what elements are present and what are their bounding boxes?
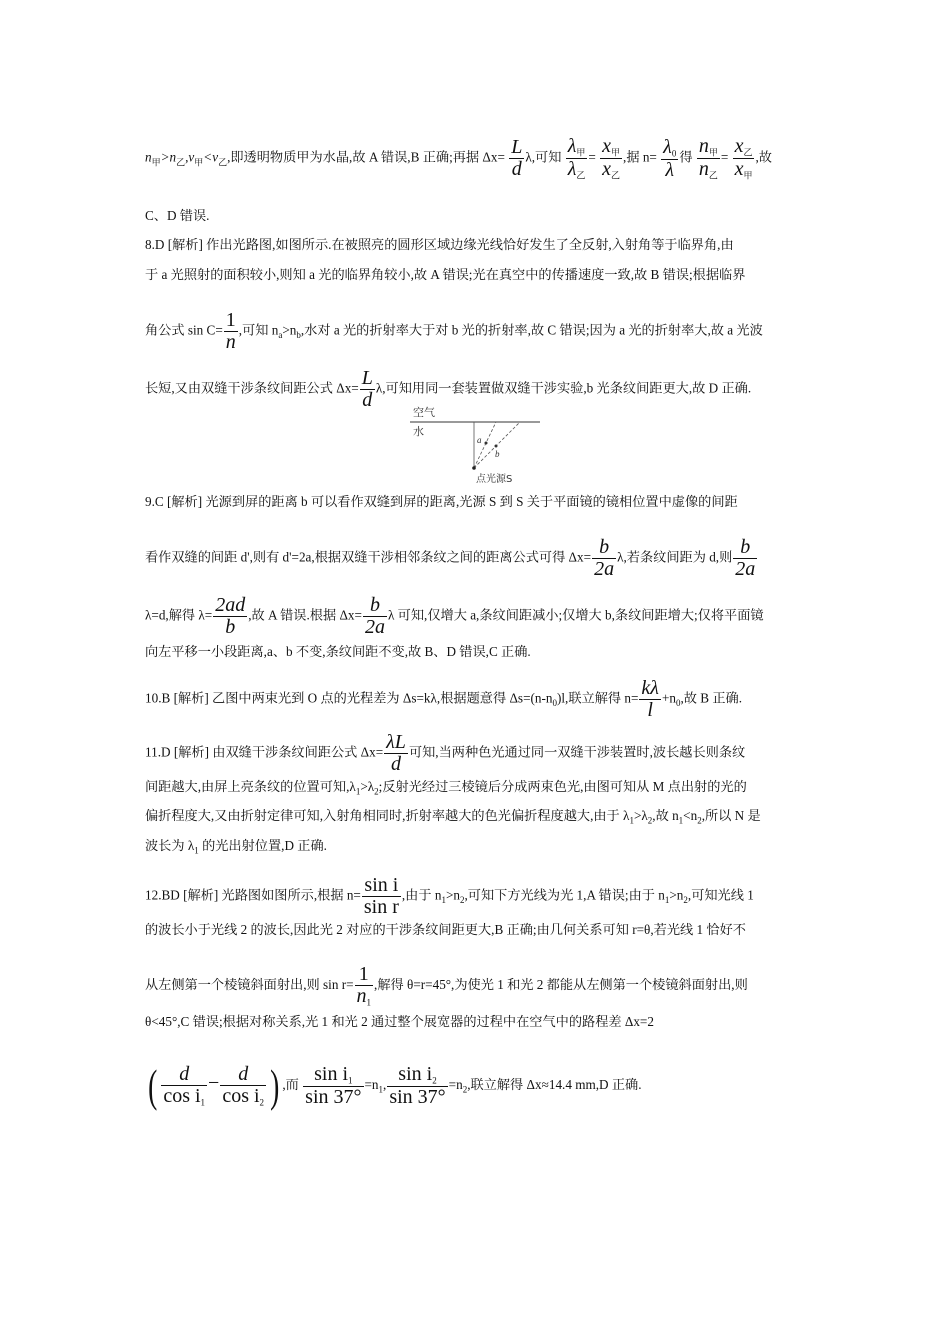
num: λ	[567, 135, 577, 157]
text: ,解得 θ=r=45°,为使光 1 和光 2 都能从左侧第一个棱镜斜面射出,则	[374, 977, 748, 993]
q11-line4	[145, 836, 810, 861]
den: 2a	[735, 558, 756, 580]
num: L	[511, 136, 523, 159]
fraction-lambda0-over-lambda	[661, 137, 678, 181]
text: ,联立解得 Δx≈14.4 mm,D 正确.	[467, 1077, 642, 1093]
fraction-d-over-cosi1	[161, 1064, 207, 1108]
label-air: 空气	[413, 406, 435, 419]
p1-line1	[145, 136, 810, 181]
text: 得	[679, 149, 693, 165]
num: kλ	[641, 677, 659, 699]
sub: 2	[374, 786, 379, 797]
ray-a	[474, 422, 496, 468]
text: +n	[661, 690, 676, 706]
den: n	[698, 158, 709, 181]
text: 偏折程度大,又由折射定律可知,入射角相同时,折射率越大的色光偏折程度越大,由于 λ	[145, 808, 630, 823]
text: ,故 B 正确.	[680, 690, 743, 706]
q12-line4: θ<45°,C 错误;根据对称关系,光 1 和光 2 通过整个展宽器的过程中在空气中的路程差 Δx=2	[145, 1014, 654, 1029]
den: n	[225, 331, 236, 353]
num: 1	[225, 309, 236, 331]
minus: −	[208, 1072, 220, 1095]
sub: 1	[194, 845, 199, 856]
sub: 乙	[218, 157, 228, 168]
num: sin i	[362, 875, 401, 897]
fraction-lambdaL-over-d	[384, 732, 408, 775]
den: λ	[567, 158, 577, 181]
sub: 2	[459, 895, 465, 906]
text: n	[145, 149, 152, 165]
sub: 1	[355, 786, 361, 797]
den: λ	[665, 158, 675, 181]
text: 间距越大,由屏上亮条纹的位置可知,λ	[145, 779, 356, 794]
fraction-x-inverse-ratio	[733, 136, 755, 181]
fraction-2ad-over-b	[213, 595, 247, 638]
num: λL	[386, 731, 406, 753]
fraction-lambda-ratio	[566, 136, 588, 181]
text: 看作双缝的间距 d',则有 d'=2a,根据双缝干涉相邻条纹之间的距离公式可得 Δx=	[145, 549, 592, 565]
text: ,故	[755, 149, 772, 165]
den: cos i	[222, 1084, 260, 1107]
num: x	[734, 135, 744, 157]
den: d	[391, 753, 402, 775]
text: ,可知 n	[238, 322, 279, 338]
fraction-n-ratio	[697, 136, 720, 181]
text: ,水对 a 光的折射率大于对 b 光的折射率,故 C 错误;因为 a 光的折射率大,故 a 光波	[300, 322, 763, 338]
sub: 乙	[576, 170, 586, 181]
num: λ	[663, 135, 672, 158]
sub: 2	[432, 1075, 437, 1086]
sub: 甲	[194, 157, 204, 168]
q12-line5	[145, 1060, 810, 1111]
label-water: 水	[413, 425, 424, 438]
fraction-sini-over-sinr	[362, 875, 401, 918]
fraction-1-over-n1	[355, 964, 374, 1008]
text: >n	[160, 149, 177, 165]
sub: 2	[683, 895, 688, 906]
text: 的光出射位置,D 正确.	[198, 838, 327, 853]
text: ,据 n=	[623, 149, 657, 165]
sub: 乙	[176, 157, 186, 168]
text: 12.BD [解析] 光路图如图所示,根据 n=	[145, 887, 361, 903]
num: d	[161, 1064, 207, 1086]
fraction-1-over-n	[224, 310, 238, 353]
q12-line2: 的波长小于光线 2 的波长,因此光 2 对应的干涉条纹间距更大,B 正确;由几何关系可知 r=θ,若光线 1 恰好不	[145, 922, 746, 937]
q11-line2	[145, 777, 810, 802]
text: 可知,当两种色光通过同一双缝干涉装置时,波长越长则条纹	[408, 744, 746, 760]
text: >n	[445, 887, 460, 903]
q9-line1: 9.C [解析] 光源到屏的距离 b 可以看作双缝到屏的距离,光源 S 到 S 关于平面镜的镜相位置中虚像的间距	[145, 494, 738, 509]
q12-line3	[145, 964, 810, 1008]
den: d	[511, 158, 522, 181]
text: )l,联立解得 n=	[556, 690, 639, 706]
text: >λ	[633, 808, 648, 823]
q8-line1: 8.D [解析] 作出光路图,如图所示.在被照亮的圆形区域边缘光线恰好发生了全反射,入射角等于临界角,由	[145, 237, 734, 252]
num: L	[361, 367, 373, 389]
point-a	[485, 442, 488, 445]
num: n	[698, 135, 709, 157]
text: ,由于 n	[401, 887, 442, 903]
sub: 甲	[576, 147, 586, 158]
num: x	[602, 135, 612, 157]
sub: 1	[200, 1097, 206, 1108]
text: λ,若条纹间距为 d,则	[617, 549, 733, 565]
text: ,所以 N 是	[701, 808, 761, 823]
sub: 1	[664, 895, 670, 906]
num: sin i	[398, 1062, 433, 1085]
point-source	[472, 466, 476, 470]
text: <n	[683, 808, 698, 823]
text: ,而	[282, 1077, 299, 1093]
q12-line1	[145, 875, 810, 918]
text: ,故 A 错误.根据 Δx=	[248, 607, 362, 623]
den: d	[362, 389, 373, 411]
sub: 2	[259, 1097, 265, 1108]
num: b	[733, 537, 757, 559]
num: d	[220, 1064, 266, 1086]
text: ,故 n	[652, 808, 679, 823]
text: <v	[203, 149, 219, 165]
sub: 2	[462, 1084, 468, 1095]
fraction-x-ratio	[600, 136, 622, 181]
text: =	[588, 149, 596, 165]
sub: 1	[348, 1075, 353, 1086]
den: sin 37°	[305, 1086, 362, 1109]
den: x	[734, 158, 744, 181]
sub: 0	[676, 698, 681, 709]
fraction-b-over-2a	[733, 537, 757, 580]
text: =	[720, 149, 729, 165]
q9-line4: 向左平移一小段距离,a、b 不变,条纹间距不变,故 B、D 错误,C 正确.	[145, 644, 531, 659]
text: λ,可知用同一套装置做双缝干涉实验,b 光条纹间距更大,故 D 正确.	[375, 380, 752, 396]
text: =n	[364, 1077, 379, 1093]
text: ,可知光线 1	[687, 887, 754, 903]
den: 2a	[594, 558, 615, 580]
den: sin 37°	[389, 1086, 446, 1109]
num: b	[592, 537, 616, 559]
text: ,	[383, 1077, 387, 1093]
den: 2a	[364, 616, 385, 638]
fraction-L-over-d	[509, 137, 524, 180]
sub: 1	[441, 895, 446, 906]
num: 2ad	[215, 594, 246, 616]
text: 长短,又由双缝干涉条纹间距公式 Δx=	[145, 380, 359, 396]
text: ,即透明物质甲为水晶,故 A 错误,B 正确;再据 Δx=	[227, 149, 505, 165]
num: b	[363, 595, 387, 617]
sub: 0	[552, 698, 557, 709]
sub: 乙	[708, 170, 718, 181]
sub: 2	[647, 815, 653, 826]
fraction-d-over-cosi2	[220, 1064, 266, 1108]
sub: 1	[629, 815, 634, 826]
sub: 0	[671, 148, 677, 159]
num: 1	[355, 964, 374, 986]
right-paren: )	[270, 1060, 280, 1111]
q9-line3	[145, 595, 810, 638]
fraction-b-over-2a	[592, 537, 616, 580]
text: ;反射光经过三棱镜后分成两束色光,由图可知从 M 点出射的光的	[378, 779, 747, 794]
den: cos i	[163, 1084, 201, 1107]
sub: 乙	[611, 170, 621, 181]
sub: 1	[678, 815, 684, 826]
label-point-source: 点光源S	[476, 474, 513, 485]
sub: 乙	[743, 147, 753, 158]
sub: b	[296, 330, 301, 341]
sub: 1	[378, 1084, 384, 1095]
text: >n	[669, 887, 684, 903]
text: >n	[282, 322, 297, 338]
q11-line3	[145, 806, 810, 831]
text: λ=d,解得 λ=	[145, 607, 213, 623]
text: 从左侧第一个棱镜斜面射出,则 sin r=	[145, 977, 354, 993]
point-b	[495, 445, 498, 448]
sub: 1	[366, 997, 372, 1008]
label-a: a	[477, 435, 482, 445]
q11-line1	[145, 732, 810, 775]
den: l	[647, 699, 653, 721]
text: 角公式 sin C=	[145, 322, 223, 338]
text: λ 可知,仅增大 a,条纹间距减小;仅增大 b,条纹间距增大;仅将平面镜	[387, 607, 764, 623]
text: 波长为 λ	[145, 838, 195, 853]
sub: 甲	[708, 147, 718, 158]
den: n	[356, 985, 367, 1007]
p1-line2: C、D 错误.	[145, 208, 210, 223]
left-paren: (	[148, 1060, 158, 1111]
label-b: b	[495, 449, 500, 459]
light-path-diagram	[408, 402, 543, 490]
fraction-b-over-2a	[363, 595, 387, 638]
text: ,v	[185, 149, 195, 165]
q10-line1	[145, 678, 810, 721]
sub: 2	[697, 815, 702, 826]
q8-line3	[145, 310, 810, 353]
text: =n	[448, 1077, 463, 1093]
sub: a	[278, 330, 283, 341]
fraction-klambda-over-l	[639, 678, 661, 721]
text: ,可知下方光线为光 1,A 错误;由于 n	[464, 887, 665, 903]
sub: 甲	[151, 157, 161, 168]
q8-line2: 于 a 光照射的面积较小,则知 a 光的临界角较小,故 A 错误;光在真空中的传播速度一致,故 B 错误;根据临界	[145, 267, 746, 282]
sub: 甲	[743, 170, 753, 181]
fraction-sini2-over-sin37	[387, 1064, 447, 1108]
sub: 甲	[611, 147, 621, 158]
text: 10.B [解析] 乙图中两束光到 O 点的光程差为 Δs=kλ,根据题意得 Δs=(n-n	[145, 690, 553, 706]
q9-line2	[145, 537, 810, 580]
text: >λ	[360, 779, 375, 794]
den: sin r	[363, 896, 399, 918]
fraction-sini1-over-sin37	[303, 1064, 363, 1108]
fraction-L-over-d	[360, 368, 375, 411]
text: λ,可知	[525, 149, 562, 165]
text: 11.D [解析] 由双缝干涉条纹间距公式 Δx=	[145, 744, 384, 760]
num: sin i	[314, 1062, 349, 1085]
den: b	[225, 616, 236, 638]
den: x	[602, 158, 612, 181]
